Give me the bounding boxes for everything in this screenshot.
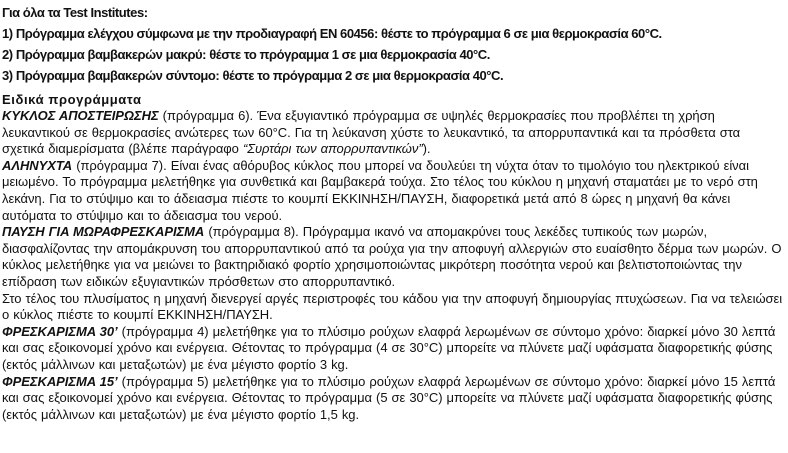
sterilization-paragraph — [2, 108, 786, 158]
test-program-3: 3) Πρόγραμμα βαμβακερών σύντομο: θέστε το πρόγραμμα 2 σε μια θερμοκρασία 40°C. — [2, 68, 504, 83]
fresh15-term: ΦΡΕΣΚΑΡΙΣΜΑ 15’ — [2, 373, 118, 389]
fresh15-paragraph — [2, 374, 786, 424]
baby-term: ΠΑΥΣΗ ΓΙΑ ΜΩΡΑΦΡΕΣΚΑΡΙΣΜΑ — [2, 224, 205, 240]
night-text: (πρόγραμμα 7). Είναι ένας αθόρυβος κύκλος που μπορεί να δουλεύει τη νύχτα όταν το τιμολόγιο του ηλεκτρικού είναι μειωμένο. Το πρόγραμμα μελετήθηκε για συνθετικά και βαμβακερά τούχα. Στο τέλος του κύκλου η μηχανή σταματάει με το νερό στη λεκάνη. Για το στύψιμο και το άδειασμα πιέστε το κουμπί ΕΚΚΙΝΗΣΗ/ΠΑΥΣΗ, διαφορετικά μετά από 8 ώρες η μηχανή θα κάνει αυτόματα το στύψιμο και το άδειασμα του νερού. — [2, 157, 758, 223]
test-program-1: 1) Πρόγραμμα ελέγχου σύμφωνα με την προδιαγραφή EN 60456: θέστε το πρόγραμμα 6 σε μια θερμοκρασία 60°C. — [2, 26, 662, 41]
night-paragraph — [2, 158, 786, 224]
test-program-2: 2) Πρόγραμμα βαμβακερών μακρύ: θέστε το πρόγραμμα 1 σε μια θερμοκρασία 40°C. — [2, 47, 490, 62]
fresh15-text: (πρόγραμμα 5) μελετήθηκε για το πλύσιμο ρούχων ελαφρά λερωμένων σε σύντομο χρόνο: διαρκεί μόνο 15 λεπτά και σας εξοικονομεί χρόνο και ενέργεια. Θέτοντας το πρόγραμμα (5 σε 30°C) μπορείτε να πλύνετε μαζί υφάσματα διαφορετικής φύσης (εκτός μάλλινων και μεταξωτών) με ένα μέγιστο φορτίο 1,5 kg. — [2, 373, 776, 422]
sterilization-term: ΚΥΚΛΟΣ ΑΠΟΣΤΕΙΡΩΣΗΣ — [2, 108, 159, 123]
test-institutes-heading: Για όλα τα Test Institutes: — [2, 5, 148, 20]
fresh30-term: ΦΡΕΣΚΑΡΙΣΜΑ 30’ — [2, 323, 118, 339]
special-programs-title: Ειδικά προγράμματα — [2, 92, 142, 107]
fresh30-paragraph — [2, 324, 786, 374]
document-page — [2, 2, 786, 423]
sterilization-text: (πρόγραμμα 6). Ένα εξυγιαντικό πρόγραμμα σε υψηλές θερμοκρασίες που προβλέπει τη χρήση λευκαντικού σε θερμοκρασίες ανώτερες των 60°C. Για τη λεύκανση χύστε το λευκαντικό, τα απορρυπαντικά και τα πρόσθετα στα σχετικά διαμερίσματα (βλέπε παράγραφο — [2, 108, 741, 157]
fresh30-text: (πρόγραμμα 4) μελετήθηκε για το πλύσιμο ρούχων ελαφρά λερωμένων σε σύντομο χρόνο: διαρκεί μόνο 30 λεπτά και σας εξοικονομεί χρόνο και ενέργεια. Θέτοντας το πρόγραμμα (4 σε 30°C) μπορείτε να πλύνετε μαζί υφάσματα διαφορετικής φύσης (εκτός μάλλινων και μεταξωτών) με ένα μέγιστο φορτίο 3 kg. — [2, 323, 776, 372]
baby-paragraph — [2, 224, 786, 290]
baby-note-paragraph: Στο τέλος του πλυσίματος η μηχανή διενεργεί αργές περιστροφές του κάδου για την αποφυγή δημιουργίας πτυχώσεων. Για να τελειώσει ο κύκλος πιέστε το κουμπί ΕΚΚΙΝΗΣΗ/ΠΑΥΣΗ. — [2, 290, 783, 323]
night-term: ΑΛΗΝΥΧΤΑ — [2, 157, 73, 173]
sterilization-end: ). — [422, 141, 431, 157]
detergent-drawer-reference: “Συρτάρι των απορρυπαντικών” — [242, 141, 423, 157]
baby-text: (πρόγραμμα 8). Πρόγραμμα ικανό να απομακρύνει τους λεκέδες τυπικούς των μωρών, διασφαλίζοντας την απομάκρυνση του απορρυπαντικού από τα ρούχα για την αποφυγή αλλεργιών στο ευαίσθητο δέρμα των μωρών. Ο κύκλος μελετήθηκε για να μειώνει το βακτηριδιακό φορτίο χρησιμοποιώντας μικρότερη ποσότητα νερού και βελτιστοποιώντας την επίδραση των ειδικών εξυγιαντικών πρόσθετων στο απορρυπαντικό. — [2, 224, 782, 289]
